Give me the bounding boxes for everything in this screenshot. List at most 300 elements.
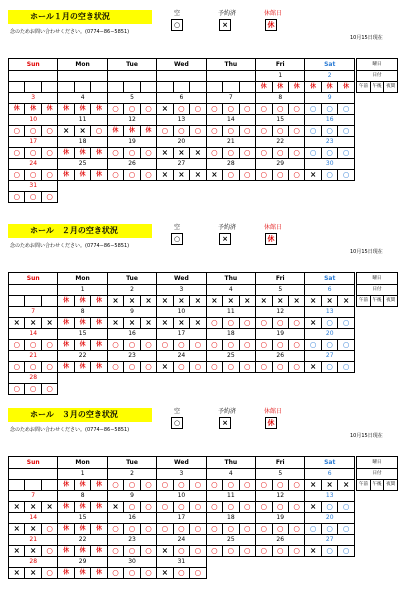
status-cell[interactable]: ○ <box>321 318 337 329</box>
status-cell[interactable]: ○ <box>140 104 156 115</box>
status-cell[interactable]: ○ <box>321 340 337 351</box>
status-cell[interactable]: × <box>190 318 206 329</box>
status-cell[interactable]: ○ <box>190 568 206 579</box>
status-cell[interactable]: ○ <box>190 362 206 373</box>
status-cell[interactable]: ○ <box>239 170 255 181</box>
status-cell[interactable]: ○ <box>107 524 123 535</box>
status-cell[interactable]: ○ <box>41 384 57 395</box>
status-cell[interactable]: 休 <box>91 340 107 351</box>
status-cell[interactable]: ○ <box>206 546 222 557</box>
status-cell[interactable]: × <box>157 104 173 115</box>
status-cell[interactable]: ○ <box>272 148 288 159</box>
status-cell[interactable] <box>173 82 189 93</box>
status-cell[interactable]: 休 <box>74 318 90 329</box>
date-row <box>9 93 355 104</box>
status-cell[interactable] <box>91 82 107 93</box>
status-cell[interactable]: ○ <box>107 568 123 579</box>
status-cell[interactable]: ○ <box>206 318 222 329</box>
status-cell[interactable]: × <box>107 296 123 307</box>
status-cell[interactable]: 休 <box>74 546 90 557</box>
status-cell[interactable] <box>9 82 25 93</box>
status-cell[interactable]: ○ <box>206 148 222 159</box>
status-cell[interactable]: × <box>157 568 173 579</box>
status-cell[interactable]: × <box>107 318 123 329</box>
status-cell[interactable]: ○ <box>25 340 41 351</box>
status-cell[interactable]: × <box>305 546 321 557</box>
status-cell[interactable]: 休 <box>288 82 304 93</box>
status-cell[interactable]: ○ <box>157 340 173 351</box>
status-cell[interactable]: ○ <box>41 126 57 137</box>
weekday-header: Mon <box>58 59 107 71</box>
status-cell[interactable]: ○ <box>173 480 189 491</box>
status-cell[interactable]: ○ <box>305 104 321 115</box>
status-cell[interactable]: ○ <box>239 524 255 535</box>
status-cell[interactable]: 休 <box>58 480 74 491</box>
status-cell[interactable]: ○ <box>338 318 355 329</box>
status-cell[interactable]: ○ <box>338 148 355 159</box>
status-cell[interactable]: ○ <box>173 502 189 513</box>
status-cell[interactable]: ○ <box>239 502 255 513</box>
status-cell[interactable]: ○ <box>124 568 140 579</box>
status-cell[interactable]: 休 <box>41 104 57 115</box>
status-cell[interactable]: × <box>190 170 206 181</box>
status-cell[interactable]: ○ <box>321 148 337 159</box>
status-cell[interactable]: ○ <box>124 524 140 535</box>
status-cell[interactable]: 休 <box>305 82 321 93</box>
status-cell[interactable]: 休 <box>91 546 107 557</box>
date-cell: 19 <box>107 137 156 148</box>
status-cell[interactable]: ○ <box>256 480 272 491</box>
status-cell[interactable]: ○ <box>140 524 156 535</box>
status-cell[interactable]: 休 <box>74 502 90 513</box>
status-cell[interactable]: ○ <box>223 104 239 115</box>
status-cell[interactable]: 休 <box>58 170 74 181</box>
status-cell[interactable] <box>124 82 140 93</box>
status-cell[interactable]: ○ <box>338 546 355 557</box>
status-cell[interactable]: 休 <box>58 148 74 159</box>
status-cell[interactable]: ○ <box>305 148 321 159</box>
status-cell[interactable]: ○ <box>338 524 355 535</box>
status-cell[interactable]: × <box>157 148 173 159</box>
date-cell: 27 <box>305 351 355 362</box>
status-cell[interactable]: 休 <box>74 148 90 159</box>
status-cell[interactable]: ○ <box>25 362 41 373</box>
status-cell[interactable] <box>41 296 57 307</box>
status-cell[interactable]: ○ <box>272 546 288 557</box>
status-cell[interactable] <box>223 82 239 93</box>
status-cell[interactable]: ○ <box>288 480 304 491</box>
status-cell[interactable]: × <box>305 170 321 181</box>
status-cell[interactable]: ○ <box>256 170 272 181</box>
status-cell[interactable]: ○ <box>272 502 288 513</box>
status-cell[interactable]: 休 <box>140 126 156 137</box>
status-cell[interactable]: 休 <box>74 362 90 373</box>
status-cell[interactable]: ○ <box>25 384 41 395</box>
status-cell[interactable]: × <box>256 296 272 307</box>
status-cell[interactable]: ○ <box>223 524 239 535</box>
status-cell[interactable]: ○ <box>288 362 304 373</box>
status-cell[interactable]: ○ <box>338 126 355 137</box>
status-cell[interactable]: ○ <box>157 126 173 137</box>
status-cell[interactable]: 休 <box>58 104 74 115</box>
status-cell[interactable]: ○ <box>272 104 288 115</box>
status-cell[interactable]: ○ <box>256 318 272 329</box>
status-cell[interactable]: ○ <box>173 104 189 115</box>
status-cell[interactable]: 休 <box>91 104 107 115</box>
status-cell[interactable]: ○ <box>223 546 239 557</box>
status-cell[interactable]: ○ <box>124 546 140 557</box>
status-cell[interactable]: 休 <box>9 104 25 115</box>
status-cell[interactable]: × <box>206 296 222 307</box>
status-cell[interactable]: ○ <box>41 340 57 351</box>
status-cell[interactable]: ○ <box>321 524 337 535</box>
status-cell[interactable] <box>58 82 74 93</box>
status-cell[interactable]: × <box>41 502 57 513</box>
status-cell[interactable]: 休 <box>91 502 107 513</box>
status-cell[interactable]: ○ <box>272 524 288 535</box>
status-cell[interactable]: ○ <box>239 546 255 557</box>
status-cell[interactable]: ○ <box>91 126 107 137</box>
status-cell[interactable]: × <box>157 546 173 557</box>
status-cell[interactable]: 休 <box>91 170 107 181</box>
status-cell[interactable]: ○ <box>157 502 173 513</box>
status-cell[interactable]: ○ <box>223 340 239 351</box>
status-cell[interactable]: × <box>9 524 25 535</box>
status-cell[interactable]: ○ <box>288 104 304 115</box>
status-cell[interactable]: ○ <box>190 502 206 513</box>
status-cell[interactable]: ○ <box>338 362 355 373</box>
status-cell[interactable]: ○ <box>140 170 156 181</box>
status-cell[interactable]: × <box>321 480 337 491</box>
status-cell[interactable]: × <box>206 170 222 181</box>
status-cell[interactable]: × <box>9 318 25 329</box>
status-cell[interactable]: ○ <box>41 362 57 373</box>
status-cell[interactable]: × <box>74 126 90 137</box>
status-cell[interactable]: ○ <box>256 362 272 373</box>
status-cell[interactable]: ○ <box>124 104 140 115</box>
status-cell[interactable]: ○ <box>239 126 255 137</box>
status-cell[interactable]: × <box>9 568 25 579</box>
status-cell[interactable]: × <box>157 296 173 307</box>
status-cell[interactable]: 休 <box>107 126 123 137</box>
status-cell[interactable]: ○ <box>190 480 206 491</box>
status-cell[interactable]: × <box>239 296 255 307</box>
status-cell[interactable]: ○ <box>223 480 239 491</box>
status-cell[interactable]: × <box>157 362 173 373</box>
status-cell[interactable]: ○ <box>173 362 189 373</box>
status-cell[interactable]: ○ <box>321 104 337 115</box>
status-cell[interactable]: ○ <box>140 568 156 579</box>
status-cell[interactable]: ○ <box>107 170 123 181</box>
status-cell[interactable]: ○ <box>190 126 206 137</box>
status-cell[interactable] <box>9 480 25 491</box>
status-cell[interactable] <box>239 82 255 93</box>
status-cell[interactable]: × <box>288 296 304 307</box>
status-cell[interactable]: × <box>173 318 189 329</box>
status-cell[interactable]: × <box>190 296 206 307</box>
status-cell[interactable]: ○ <box>107 340 123 351</box>
status-cell[interactable]: ○ <box>124 148 140 159</box>
status-cell[interactable]: ○ <box>272 480 288 491</box>
status-cell[interactable] <box>25 480 41 491</box>
status-cell[interactable]: 休 <box>58 568 74 579</box>
status-cell[interactable]: ○ <box>41 148 57 159</box>
status-cell[interactable]: ○ <box>140 546 156 557</box>
status-cell[interactable]: ○ <box>124 170 140 181</box>
status-cell[interactable]: ○ <box>256 340 272 351</box>
status-cell[interactable]: × <box>321 296 337 307</box>
status-cell[interactable]: ○ <box>223 362 239 373</box>
status-cell[interactable]: 休 <box>74 524 90 535</box>
status-cell[interactable]: ○ <box>9 192 25 203</box>
status-cell[interactable]: × <box>140 296 156 307</box>
status-cell[interactable]: ○ <box>288 126 304 137</box>
status-cell[interactable]: × <box>140 318 156 329</box>
status-cell[interactable]: × <box>338 480 355 491</box>
status-cell[interactable]: ○ <box>173 546 189 557</box>
status-cell[interactable]: ○ <box>305 340 321 351</box>
status-cell[interactable]: × <box>157 318 173 329</box>
status-cell[interactable] <box>25 82 41 93</box>
status-cell[interactable]: × <box>58 126 74 137</box>
status-cell[interactable]: ○ <box>41 192 57 203</box>
status-cell[interactable]: ○ <box>206 524 222 535</box>
status-cell[interactable]: × <box>107 502 123 513</box>
status-cell[interactable]: ○ <box>25 126 41 137</box>
status-cell[interactable]: ○ <box>206 126 222 137</box>
status-cell[interactable]: ○ <box>256 502 272 513</box>
status-cell[interactable] <box>41 480 57 491</box>
status-cell[interactable]: ○ <box>288 502 304 513</box>
status-cell[interactable]: ○ <box>107 480 123 491</box>
status-cell[interactable]: ○ <box>206 340 222 351</box>
status-cell[interactable]: 休 <box>321 82 337 93</box>
status-cell[interactable]: × <box>173 148 189 159</box>
status-cell[interactable]: ○ <box>288 318 304 329</box>
status-cell[interactable]: ○ <box>272 126 288 137</box>
status-cell[interactable]: 休 <box>91 362 107 373</box>
status-cell[interactable]: ○ <box>41 524 57 535</box>
status-cell[interactable]: × <box>9 502 25 513</box>
status-cell[interactable]: 休 <box>58 318 74 329</box>
status-cell[interactable]: ○ <box>124 362 140 373</box>
status-cell[interactable]: ○ <box>41 546 57 557</box>
status-cell[interactable]: 休 <box>91 148 107 159</box>
date-cell: 16 <box>305 115 355 126</box>
status-cell[interactable]: ○ <box>305 126 321 137</box>
status-cell[interactable]: ○ <box>272 170 288 181</box>
status-cell[interactable]: ○ <box>140 148 156 159</box>
status-cell[interactable]: ○ <box>305 524 321 535</box>
status-cell[interactable]: ○ <box>206 362 222 373</box>
status-cell[interactable]: ○ <box>288 546 304 557</box>
status-cell[interactable]: 休 <box>74 340 90 351</box>
status-cell[interactable]: ○ <box>321 126 337 137</box>
status-cell[interactable]: ○ <box>107 362 123 373</box>
status-cell[interactable]: ○ <box>288 340 304 351</box>
status-cell[interactable]: ○ <box>256 126 272 137</box>
status-cell[interactable] <box>9 296 25 307</box>
status-cell[interactable]: ○ <box>173 126 189 137</box>
status-cell[interactable]: ○ <box>256 148 272 159</box>
status-cell[interactable]: × <box>305 362 321 373</box>
status-cell[interactable]: ○ <box>256 546 272 557</box>
status-cell[interactable] <box>206 82 222 93</box>
status-cell[interactable]: ○ <box>272 362 288 373</box>
status-cell[interactable]: ○ <box>321 170 337 181</box>
status-cell[interactable]: ○ <box>173 568 189 579</box>
status-cell[interactable]: × <box>124 318 140 329</box>
status-cell[interactable]: 休 <box>74 480 90 491</box>
status-cell[interactable]: × <box>25 546 41 557</box>
status-cell[interactable]: × <box>173 170 189 181</box>
status-cell[interactable]: 休 <box>74 296 90 307</box>
status-cell[interactable]: 休 <box>58 296 74 307</box>
status-cell[interactable]: ○ <box>9 170 25 181</box>
status-cell[interactable]: ○ <box>206 104 222 115</box>
status-cell[interactable]: ○ <box>223 318 239 329</box>
status-cell[interactable]: × <box>173 296 189 307</box>
status-cell[interactable]: ○ <box>239 480 255 491</box>
status-cell[interactable] <box>41 82 57 93</box>
status-cell[interactable]: ○ <box>321 362 337 373</box>
status-cell[interactable]: ○ <box>272 340 288 351</box>
status-cell[interactable]: 休 <box>91 524 107 535</box>
status-cell[interactable]: ○ <box>256 524 272 535</box>
status-cell[interactable]: ○ <box>288 148 304 159</box>
status-cell[interactable]: ○ <box>157 480 173 491</box>
status-cell[interactable]: ○ <box>239 362 255 373</box>
status-cell[interactable]: ○ <box>140 340 156 351</box>
status-cell[interactable]: ○ <box>25 148 41 159</box>
status-cell[interactable]: ○ <box>338 340 355 351</box>
status-cell[interactable]: ○ <box>41 170 57 181</box>
weekday-header: Thu <box>206 273 255 285</box>
status-cell[interactable]: × <box>305 296 321 307</box>
status-cell[interactable]: 休 <box>256 82 272 93</box>
status-cell[interactable]: ○ <box>288 524 304 535</box>
status-cell[interactable]: 休 <box>272 82 288 93</box>
status-cell[interactable]: ○ <box>25 192 41 203</box>
date-row <box>9 159 355 170</box>
status-cell[interactable] <box>107 82 123 93</box>
status-cell[interactable] <box>190 82 206 93</box>
status-cell[interactable]: 休 <box>58 546 74 557</box>
status-cell[interactable]: ○ <box>338 170 355 181</box>
status-cell[interactable]: ○ <box>338 502 355 513</box>
status-cell[interactable]: ○ <box>107 104 123 115</box>
status-cell[interactable]: ○ <box>124 480 140 491</box>
status-cell[interactable]: ○ <box>239 104 255 115</box>
status-cell[interactable]: ○ <box>140 362 156 373</box>
status-cell[interactable]: × <box>25 502 41 513</box>
status-cell[interactable]: × <box>223 296 239 307</box>
status-cell[interactable]: 休 <box>91 318 107 329</box>
status-cell[interactable]: × <box>41 318 57 329</box>
status-cell[interactable]: ○ <box>190 340 206 351</box>
date-cell: 20 <box>157 137 206 148</box>
status-cell[interactable]: ○ <box>173 340 189 351</box>
status-cell[interactable]: ○ <box>157 524 173 535</box>
status-cell[interactable]: ○ <box>223 126 239 137</box>
status-cell[interactable]: ○ <box>107 148 123 159</box>
status-cell[interactable]: ○ <box>206 502 222 513</box>
status-cell[interactable]: × <box>25 318 41 329</box>
status-cell[interactable]: 休 <box>58 362 74 373</box>
status-cell[interactable]: 休 <box>74 104 90 115</box>
status-cell[interactable]: ○ <box>338 104 355 115</box>
status-cell[interactable]: ○ <box>124 502 140 513</box>
status-cell[interactable]: ○ <box>190 546 206 557</box>
status-cell[interactable]: ○ <box>223 170 239 181</box>
status-cell[interactable]: ○ <box>272 318 288 329</box>
status-cell[interactable]: ○ <box>9 126 25 137</box>
status-cell[interactable]: 休 <box>58 340 74 351</box>
status-cell[interactable]: 休 <box>91 568 107 579</box>
status-cell[interactable]: × <box>272 296 288 307</box>
status-cell[interactable]: ○ <box>206 480 222 491</box>
status-cell[interactable]: 休 <box>58 524 74 535</box>
status-cell[interactable]: × <box>25 524 41 535</box>
status-cell[interactable]: ○ <box>288 170 304 181</box>
status-cell[interactable]: ○ <box>321 502 337 513</box>
status-cell[interactable]: ○ <box>25 170 41 181</box>
status-cell[interactable]: ○ <box>124 340 140 351</box>
status-cell[interactable]: 休 <box>91 296 107 307</box>
status-cell[interactable]: × <box>157 170 173 181</box>
status-cell[interactable]: × <box>305 502 321 513</box>
status-cell[interactable]: ○ <box>239 340 255 351</box>
date-cell: 15 <box>58 513 107 524</box>
status-cell[interactable]: 休 <box>91 480 107 491</box>
status-cell[interactable]: 休 <box>338 82 355 93</box>
status-cell[interactable]: ○ <box>239 148 255 159</box>
status-cell[interactable]: × <box>9 546 25 557</box>
status-cell[interactable]: 休 <box>124 126 140 137</box>
status-cell[interactable] <box>25 296 41 307</box>
status-cell[interactable]: ○ <box>321 546 337 557</box>
status-cell[interactable]: 休 <box>25 104 41 115</box>
status-cell[interactable]: ○ <box>190 524 206 535</box>
status-cell[interactable]: ○ <box>223 502 239 513</box>
status-cell[interactable] <box>140 82 156 93</box>
status-cell[interactable]: × <box>25 568 41 579</box>
status-cell[interactable]: 休 <box>58 502 74 513</box>
status-cell[interactable]: ○ <box>140 502 156 513</box>
status-cell[interactable]: ○ <box>107 546 123 557</box>
status-cell[interactable]: ○ <box>173 524 189 535</box>
status-cell[interactable]: × <box>305 480 321 491</box>
status-cell[interactable]: × <box>124 296 140 307</box>
status-cell[interactable]: ○ <box>9 340 25 351</box>
status-cell[interactable]: × <box>190 148 206 159</box>
status-cell[interactable]: ○ <box>9 384 25 395</box>
status-cell[interactable]: × <box>305 318 321 329</box>
status-cell[interactable]: × <box>338 296 355 307</box>
status-cell[interactable]: ○ <box>140 480 156 491</box>
status-cell[interactable]: 休 <box>74 568 90 579</box>
status-cell[interactable] <box>157 82 173 93</box>
status-cell[interactable]: ○ <box>256 104 272 115</box>
status-cell[interactable]: 休 <box>74 170 90 181</box>
status-cell[interactable] <box>74 82 90 93</box>
status-cell[interactable]: ○ <box>9 148 25 159</box>
status-cell[interactable]: ○ <box>9 362 25 373</box>
status-cell[interactable]: ○ <box>190 104 206 115</box>
status-cell[interactable]: ○ <box>239 318 255 329</box>
status-cell[interactable]: ○ <box>223 148 239 159</box>
status-cell[interactable]: ○ <box>41 568 57 579</box>
